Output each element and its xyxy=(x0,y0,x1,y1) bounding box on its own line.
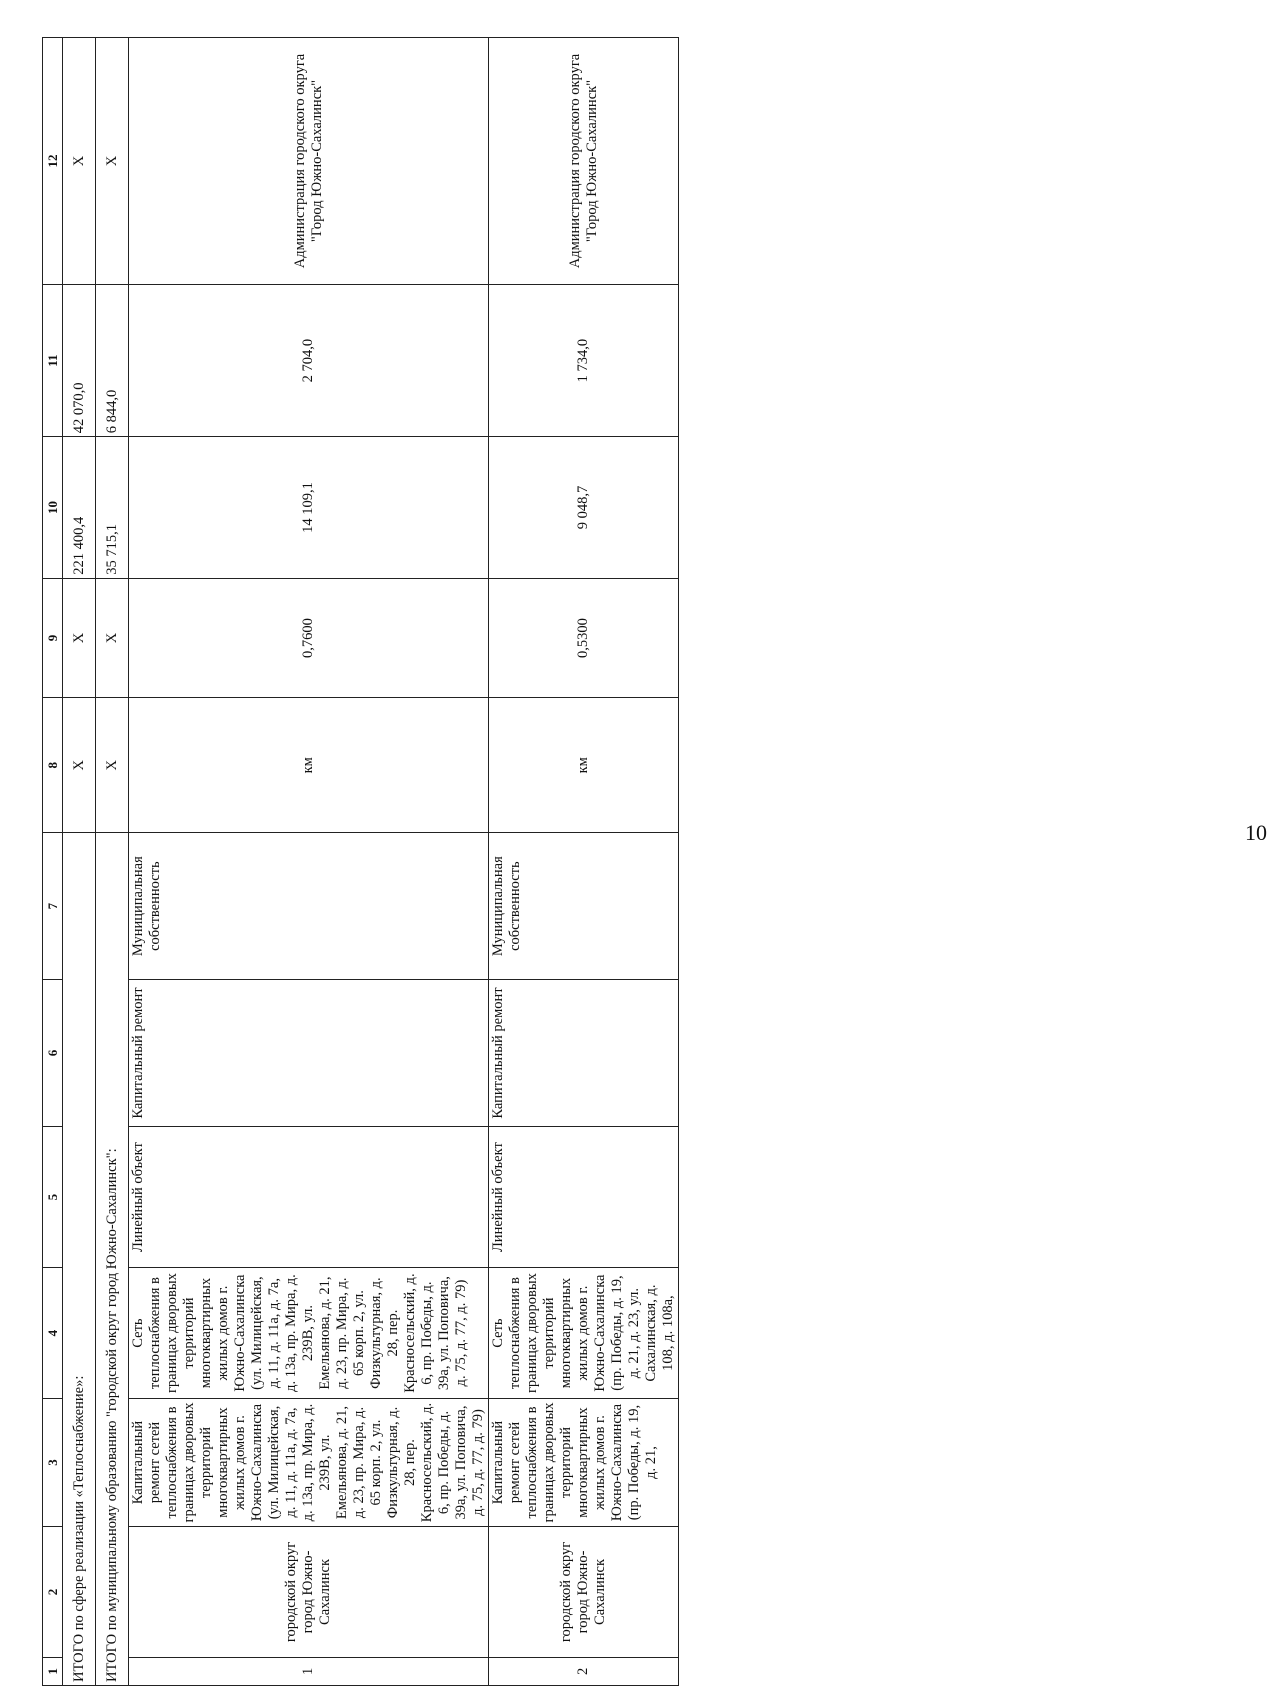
work-type-cell: Капитальный ремонт xyxy=(489,980,679,1127)
col-header: 9 xyxy=(43,578,63,698)
amount-cell: 1 734,0 xyxy=(489,285,679,437)
col-header: 1 xyxy=(43,1657,63,1685)
row-number: 1 xyxy=(129,1657,489,1685)
measure-cell: Капитальный ремонт сетей теплоснабжения в границах дворовых территорий многоквартирных жилых домов г. Южно-Сахалинска (пр. Победы, д. 19, д. 21, xyxy=(489,1398,679,1526)
total-cell: Х xyxy=(63,578,96,698)
table-row xyxy=(489,38,679,1686)
total-cell: 35 715,1 xyxy=(96,437,129,578)
total-label: ИТОГО по сфере реализации «Теплоснабжение»: xyxy=(63,833,96,1686)
capacity-cell: 0,7600 xyxy=(129,578,489,698)
object-cell: Сеть теплоснабжения в границах дворовых территорий многоквартирных жилых домов г. Южно-Сахалинска (ул. Милицейская, д. 11, д. 11а, д. 7а, д. 13а, пр. Мира, д. 239В, ул. Емельянова, д. 21, д. 23, пр. Мира, д. 65 корп. 2, ул. Физкультурная, д. 28, пер. Красносельский, д. 6, пр. Победы, д. 39а, ул. Поповича, д. 75, д. 77, д. 79) xyxy=(129,1268,489,1399)
col-header: 12 xyxy=(43,38,63,285)
object-type-cell: Линейный объект xyxy=(129,1126,489,1267)
total-label: ИТОГО по муниципальному образованию "городской округ город Южно-Сахалинск": xyxy=(96,833,129,1686)
customer-cell: Администрация городского округа "Город Южно-Сахалинск" xyxy=(489,38,679,285)
col-header: 8 xyxy=(43,698,63,833)
col-header: 11 xyxy=(43,285,63,437)
col-header: 6 xyxy=(43,980,63,1127)
total-cell: Х xyxy=(96,578,129,698)
cost-cell: 14 109,1 xyxy=(129,437,489,578)
municipality-cell: городской округ город Южно-Сахалинск xyxy=(129,1527,489,1658)
amount-cell: 2 704,0 xyxy=(129,285,489,437)
unit-cell: км xyxy=(489,698,679,833)
table-row xyxy=(129,38,489,1686)
col-header: 2 xyxy=(43,1527,63,1658)
ownership-cell: Муниципальная собственность xyxy=(489,833,679,980)
total-row-heat-supply xyxy=(63,38,96,1686)
page-number: 10 xyxy=(1245,820,1267,845)
work-type-cell: Капитальный ремонт xyxy=(129,980,489,1127)
object-type-cell: Линейный объект xyxy=(489,1126,679,1267)
object-cell: Сеть теплоснабжения в границах дворовых территорий многоквартирных жилых домов г. Южно-Сахалинска (пр. Победы, д. 19, д. 21, д. 23, ул. Сахалинская, д. 108, д. 108а, xyxy=(489,1268,679,1399)
total-cell: Х xyxy=(63,38,96,285)
total-cell: Х xyxy=(63,698,96,833)
total-row-municipality xyxy=(96,38,129,1686)
municipality-cell: городской округ город Южно-Сахалинск xyxy=(489,1527,679,1658)
col-header: 7 xyxy=(43,833,63,980)
capacity-cell: 0,5300 xyxy=(489,578,679,698)
total-cell: 42 070,0 xyxy=(63,285,96,437)
customer-cell: Администрация городского округа "Город Южно-Сахалинск" xyxy=(129,38,489,285)
col-header: 10 xyxy=(43,437,63,578)
row-number: 2 xyxy=(489,1657,679,1685)
unit-cell: км xyxy=(129,698,489,833)
total-cell: Х xyxy=(96,38,129,285)
cost-cell: 9 048,7 xyxy=(489,437,679,578)
investment-table xyxy=(42,37,679,1686)
total-cell: 221 400,4 xyxy=(63,437,96,578)
column-number-row xyxy=(43,38,63,1686)
col-header: 5 xyxy=(43,1126,63,1267)
measure-cell: Капитальный ремонт сетей теплоснабжения в границах дворовых территорий многоквартирных жилых домов г. Южно-Сахалинска (ул. Милицейская, д. 11, д. 11а, д. 7а, д. 13а, пр. Мира, д. 239В, ул. Емельянова, д. 21, д. 23, пр. Мира, д. 65 корп. 2, ул. Физкультурная, д. 28, пер. Красносельский, д. 6, пр. Победы, д. 39а, ул. Поповича, д. 75, д. 77, д. 79) xyxy=(129,1398,489,1526)
ownership-cell: Муниципальная собственность xyxy=(129,833,489,980)
col-header: 3 xyxy=(43,1398,63,1526)
total-cell: 6 844,0 xyxy=(96,285,129,437)
col-header: 4 xyxy=(43,1268,63,1399)
total-cell: Х xyxy=(96,698,129,833)
